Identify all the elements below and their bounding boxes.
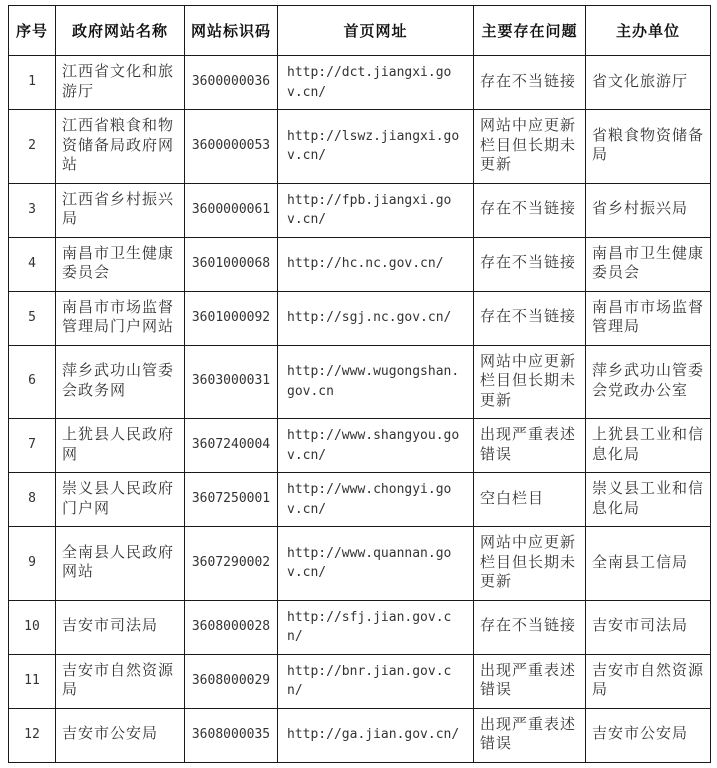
table-row bbox=[9, 237, 711, 291]
cell-url: http://dct.jiangxi.gov.cn/ bbox=[278, 56, 474, 110]
column-header-name: 政府网站名称 bbox=[56, 6, 185, 56]
cell-url: http://www.quannan.gov.cn/ bbox=[278, 527, 474, 601]
column-header-code: 网站标识码 bbox=[185, 6, 278, 56]
cell-url: http://www.shangyou.gov.cn/ bbox=[278, 419, 474, 473]
cell-issue: 网站中应更新栏目但长期未更新 bbox=[474, 345, 586, 419]
table-row bbox=[9, 291, 711, 345]
column-header-organizer: 主办单位 bbox=[586, 6, 711, 56]
cell-name: 全南县人民政府网站 bbox=[56, 527, 185, 601]
cell-code: 3600000061 bbox=[185, 183, 278, 237]
cell-issue: 存在不当链接 bbox=[474, 237, 586, 291]
cell-index: 8 bbox=[9, 473, 56, 527]
cell-code: 3608000028 bbox=[185, 600, 278, 654]
cell-organizer: 上犹县工业和信息化局 bbox=[586, 419, 711, 473]
table-header bbox=[9, 6, 711, 56]
cell-name: 吉安市公安局 bbox=[56, 708, 185, 762]
cell-url: http://lswz.jiangxi.gov.cn/ bbox=[278, 110, 474, 184]
cell-name: 萍乡武功山管委会政务网 bbox=[56, 345, 185, 419]
cell-index: 9 bbox=[9, 527, 56, 601]
cell-code: 3608000035 bbox=[185, 708, 278, 762]
cell-organizer: 崇义县工业和信息化局 bbox=[586, 473, 711, 527]
cell-issue: 网站中应更新栏目但长期未更新 bbox=[474, 110, 586, 184]
cell-organizer: 萍乡武功山管委会党政办公室 bbox=[586, 345, 711, 419]
cell-organizer: 全南县工信局 bbox=[586, 527, 711, 601]
cell-organizer: 省文化旅游厅 bbox=[586, 56, 711, 110]
cell-organizer: 省粮食物资储备局 bbox=[586, 110, 711, 184]
cell-code: 3601000092 bbox=[185, 291, 278, 345]
cell-organizer: 吉安市司法局 bbox=[586, 600, 711, 654]
cell-index: 7 bbox=[9, 419, 56, 473]
cell-url: http://sgj.nc.gov.cn/ bbox=[278, 291, 474, 345]
table-body bbox=[9, 56, 711, 763]
cell-name: 南昌市市场监督管理局门户网站 bbox=[56, 291, 185, 345]
cell-name: 崇义县人民政府门户网 bbox=[56, 473, 185, 527]
cell-name: 吉安市司法局 bbox=[56, 600, 185, 654]
cell-index: 3 bbox=[9, 183, 56, 237]
cell-code: 3607250001 bbox=[185, 473, 278, 527]
gov-website-issues-table bbox=[8, 5, 711, 763]
cell-url: http://bnr.jian.gov.cn/ bbox=[278, 654, 474, 708]
cell-name: 南昌市卫生健康委员会 bbox=[56, 237, 185, 291]
cell-index: 1 bbox=[9, 56, 56, 110]
cell-issue: 出现严重表述错误 bbox=[474, 708, 586, 762]
cell-name: 江西省粮食和物资储备局政府网站 bbox=[56, 110, 185, 184]
table-row bbox=[9, 56, 711, 110]
cell-url: http://hc.nc.gov.cn/ bbox=[278, 237, 474, 291]
cell-issue: 出现严重表述错误 bbox=[474, 654, 586, 708]
cell-organizer: 吉安市自然资源局 bbox=[586, 654, 711, 708]
column-header-url: 首页网址 bbox=[278, 6, 474, 56]
column-header-issue: 主要存在问题 bbox=[474, 6, 586, 56]
cell-index: 4 bbox=[9, 237, 56, 291]
cell-index: 11 bbox=[9, 654, 56, 708]
table-row bbox=[9, 654, 711, 708]
cell-url: http://www.wugongshan.gov.cn bbox=[278, 345, 474, 419]
cell-code: 3603000031 bbox=[185, 345, 278, 419]
cell-code: 3600000053 bbox=[185, 110, 278, 184]
cell-index: 10 bbox=[9, 600, 56, 654]
cell-name: 上犹县人民政府网 bbox=[56, 419, 185, 473]
cell-issue: 存在不当链接 bbox=[474, 600, 586, 654]
cell-issue: 存在不当链接 bbox=[474, 291, 586, 345]
cell-code: 3607290002 bbox=[185, 527, 278, 601]
table-row bbox=[9, 419, 711, 473]
cell-url: http://ga.jian.gov.cn/ bbox=[278, 708, 474, 762]
table-row bbox=[9, 345, 711, 419]
header-row bbox=[9, 6, 711, 56]
cell-index: 12 bbox=[9, 708, 56, 762]
cell-index: 6 bbox=[9, 345, 56, 419]
table-row bbox=[9, 708, 711, 762]
cell-url: http://sfj.jian.gov.cn/ bbox=[278, 600, 474, 654]
cell-name: 江西省乡村振兴局 bbox=[56, 183, 185, 237]
cell-index: 5 bbox=[9, 291, 56, 345]
cell-issue: 空白栏目 bbox=[474, 473, 586, 527]
cell-issue: 网站中应更新栏目但长期未更新 bbox=[474, 527, 586, 601]
cell-index: 2 bbox=[9, 110, 56, 184]
table-row bbox=[9, 527, 711, 601]
table-row bbox=[9, 183, 711, 237]
cell-organizer: 南昌市市场监督管理局 bbox=[586, 291, 711, 345]
cell-url: http://fpb.jiangxi.gov.cn/ bbox=[278, 183, 474, 237]
cell-issue: 出现严重表述错误 bbox=[474, 419, 586, 473]
cell-issue: 存在不当链接 bbox=[474, 56, 586, 110]
table-row bbox=[9, 600, 711, 654]
cell-name: 江西省文化和旅游厅 bbox=[56, 56, 185, 110]
cell-organizer: 南昌市卫生健康委员会 bbox=[586, 237, 711, 291]
column-header-index: 序号 bbox=[9, 6, 56, 56]
table-row bbox=[9, 473, 711, 527]
cell-code: 3601000068 bbox=[185, 237, 278, 291]
cell-organizer: 吉安市公安局 bbox=[586, 708, 711, 762]
cell-issue: 存在不当链接 bbox=[474, 183, 586, 237]
cell-url: http://www.chongyi.gov.cn/ bbox=[278, 473, 474, 527]
cell-code: 3608000029 bbox=[185, 654, 278, 708]
cell-organizer: 省乡村振兴局 bbox=[586, 183, 711, 237]
cell-name: 吉安市自然资源局 bbox=[56, 654, 185, 708]
table-row bbox=[9, 110, 711, 184]
cell-code: 3600000036 bbox=[185, 56, 278, 110]
cell-code: 3607240004 bbox=[185, 419, 278, 473]
